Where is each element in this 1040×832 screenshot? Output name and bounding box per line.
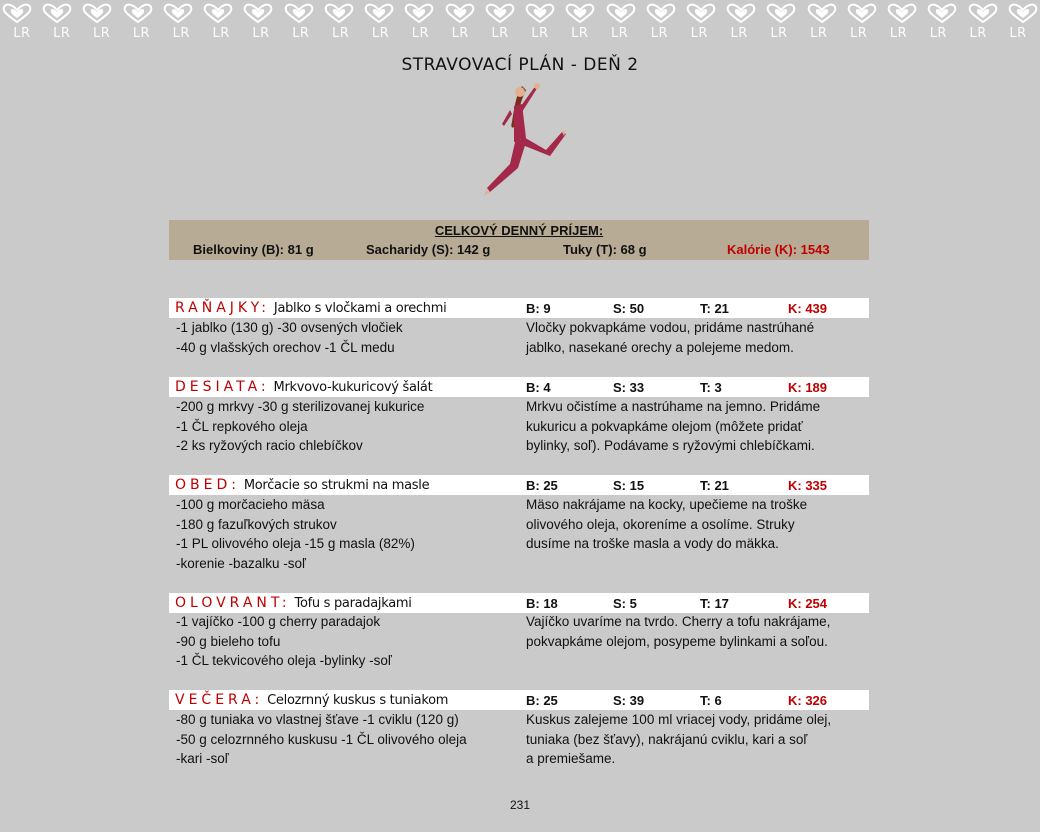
meal-header-breakfast xyxy=(169,298,869,318)
dancer-illustration xyxy=(460,80,580,202)
daily-total-box xyxy=(169,220,869,260)
heart-ornament-icon xyxy=(80,2,114,24)
description-line: Mäso nakrájame na kocky, upečieme na troške xyxy=(526,497,808,512)
heart-ornament-icon xyxy=(966,2,1000,24)
meal-calories: K: 335 xyxy=(788,478,828,493)
lr-logo-icon: LR xyxy=(610,26,629,41)
page-title: STRAVOVACÍ PLÁN - DEŇ 2 xyxy=(401,55,639,75)
heart-ornament-icon xyxy=(1006,2,1040,24)
heart-ornament-icon xyxy=(241,2,275,24)
heart-ornament-icon xyxy=(362,2,396,24)
meal-protein: B: 4 xyxy=(526,380,551,395)
lr-logo-icon: LR xyxy=(531,26,549,41)
daily-total-title: CELKOVÝ DENNÝ PRÍJEM: xyxy=(434,223,604,238)
meal-carbs: S: 50 xyxy=(613,301,645,316)
lr-logo-icon: LR xyxy=(371,26,390,41)
heart-ornament-icon xyxy=(805,2,839,24)
meal-description xyxy=(526,612,871,651)
heart-pattern-row xyxy=(0,2,1040,24)
meal-carbs: S: 33 xyxy=(613,380,645,395)
total-calories: Kalórie (K): 1543 xyxy=(727,242,830,257)
lr-logo-icon: LR xyxy=(889,26,908,41)
lr-logo-icon: LR xyxy=(172,26,190,41)
meal-dish: Tofu s paradajkami xyxy=(294,596,412,611)
ingredient-line: -korenie -bazalku -soľ xyxy=(176,556,306,572)
lr-logo-icon: LR xyxy=(969,26,987,41)
description-line: pokvapkáme olejom, posypeme bylinkami a soľou. xyxy=(526,633,828,649)
page-number: 231 xyxy=(509,798,531,812)
lr-logo-icon: LR xyxy=(770,26,788,41)
description-line: tuniaka (bez šťavy), nakrájanú cviklu, kari a soľ xyxy=(526,731,808,747)
total-protein: Bielkoviny (B): 81 g xyxy=(193,242,314,257)
total-fat: Tuky (T): 68 g xyxy=(563,242,647,257)
ingredient-line: -90 g bieleho tofu xyxy=(176,633,281,649)
meal-fat: T: 21 xyxy=(700,478,729,493)
meal-carbs: S: 15 xyxy=(613,478,645,493)
heart-ornament-icon xyxy=(201,2,235,24)
meal-header-afternoon-snack xyxy=(169,593,869,613)
heart-ornament-icon xyxy=(925,2,959,24)
meal-calories: K: 439 xyxy=(788,301,828,316)
lr-logo-icon: LR xyxy=(13,26,31,41)
meal-header-snack xyxy=(169,377,869,397)
description-line: kukuricu a pokvapkáme olejom (môžete pridať xyxy=(526,418,803,434)
heart-ornament-icon xyxy=(604,2,638,24)
meal-calories: K: 189 xyxy=(788,380,828,395)
meal-header-dinner xyxy=(169,690,869,710)
meal-name: RAŇAJKY: xyxy=(175,300,271,316)
ingredient-line: -40 g vlašských orechov -1 ČL medu xyxy=(176,339,395,355)
heart-ornament-icon xyxy=(0,2,34,24)
meal-ingredients xyxy=(176,318,403,357)
meal-dish: Jablko s vločkami a orechmi xyxy=(273,301,447,316)
meal-name: DESIATA: xyxy=(175,379,270,395)
logo-pattern-row xyxy=(0,26,1040,41)
ingredient-line: -100 g morčacieho mäsa xyxy=(176,497,325,512)
meal-fat: T: 6 xyxy=(700,693,722,708)
meal-protein: B: 9 xyxy=(526,301,551,316)
ingredient-line: -1 ČL tekvicového oleja -bylinky -soľ xyxy=(176,653,392,669)
meal-calories: K: 326 xyxy=(788,693,828,708)
meal-dish: Celozrnný kuskus s tuniakom xyxy=(267,693,449,708)
meal-carbs: S: 5 xyxy=(613,596,637,611)
heart-ornament-icon xyxy=(523,2,557,24)
lr-logo-icon: LR xyxy=(850,26,868,41)
meal-name: OLOVRANT: xyxy=(175,595,291,611)
heart-ornament-icon xyxy=(764,2,798,24)
meal-protein: B: 25 xyxy=(526,478,558,493)
ingredient-line: -80 g tuniaka vo vlastnej šťave -1 cviklu (120 g) xyxy=(176,712,459,727)
heart-ornament-icon xyxy=(724,2,758,24)
lr-logo-icon: LR xyxy=(53,26,71,41)
ingredient-line: -50 g celozrnného kuskusu -1 ČL olivového oleja xyxy=(176,731,467,747)
heart-ornament-icon xyxy=(322,2,356,24)
meal-ingredients xyxy=(176,397,424,456)
ingredient-line: -1 vajíčko -100 g cherry paradajok xyxy=(176,614,381,629)
description-line: olivového oleja, okoreníme a osolíme. Struky xyxy=(526,516,795,532)
lr-logo-icon: LR xyxy=(332,26,350,41)
heart-ornament-icon xyxy=(684,2,718,24)
description-line: Vajíčko uvaríme na tvrdo. Cherry a tofu nakrájame, xyxy=(526,614,831,629)
heart-ornament-icon xyxy=(121,2,155,24)
lr-logo-icon: LR xyxy=(132,26,151,41)
description-line: dusíme na troške masla a vody do mäkka. xyxy=(526,536,779,552)
heart-ornament-icon xyxy=(282,2,316,24)
meal-description xyxy=(526,710,871,769)
ingredient-line: -200 g mrkvy -30 g sterilizovanej kukurice xyxy=(176,399,425,414)
ingredient-line: -1 PL olivového oleja -15 g masla (82%) xyxy=(176,536,415,552)
meal-name: OBED: xyxy=(175,477,240,493)
meal-fat: T: 21 xyxy=(700,301,729,316)
heart-ornament-icon xyxy=(845,2,879,24)
lr-logo-icon: LR xyxy=(650,26,669,41)
lr-logo-icon: LR xyxy=(1009,26,1027,41)
description-line: jablko, nasekané orechy a polejeme medom. xyxy=(526,339,794,355)
ingredient-line: -2 ks ryžových racio chlebíčkov xyxy=(176,438,363,454)
meal-description xyxy=(526,495,871,554)
lr-logo-icon: LR xyxy=(571,26,589,41)
lr-logo-icon: LR xyxy=(292,26,310,41)
meal-ingredients xyxy=(176,612,392,671)
description-line: Vločky pokvapkáme vodou, pridáme nastrúhané xyxy=(526,320,815,335)
meal-calories: K: 254 xyxy=(788,596,828,611)
lr-logo-icon: LR xyxy=(212,26,230,41)
lr-logo-icon: LR xyxy=(451,26,469,41)
meal-description xyxy=(526,318,871,357)
ingredient-line: -kari -soľ xyxy=(176,751,229,767)
meal-header-lunch xyxy=(169,475,869,495)
heart-ornament-icon xyxy=(40,2,74,24)
lr-logo-icon: LR xyxy=(929,26,947,41)
heart-ornament-icon xyxy=(402,2,436,24)
meal-dish: Mrkvovo-kukuricový šalát xyxy=(273,380,433,395)
meal-ingredients xyxy=(176,495,415,574)
lr-logo-icon: LR xyxy=(411,26,429,41)
lr-logo-icon: LR xyxy=(491,26,509,41)
description-line: Kuskus zalejeme 100 ml vriacej vody, pridáme olej, xyxy=(526,712,832,727)
lr-logo-icon: LR xyxy=(730,26,748,41)
lr-logo-icon: LR xyxy=(92,26,111,41)
heart-ornament-icon xyxy=(644,2,678,24)
description-line: a premiešame. xyxy=(526,751,616,767)
description-line: bylinky, soľ). Podávame s ryžovými chlebíčkami. xyxy=(526,438,815,454)
meal-fat: T: 3 xyxy=(700,380,722,395)
ingredient-line: -1 ČL repkového oleja xyxy=(176,418,308,434)
meal-fat: T: 17 xyxy=(700,596,729,611)
heart-ornament-icon xyxy=(563,2,597,24)
meal-name: VEČERA: xyxy=(175,692,264,708)
meal-ingredients xyxy=(176,710,467,769)
meal-protein: B: 18 xyxy=(526,596,558,611)
ingredient-line: -180 g fazuľkových strukov xyxy=(176,516,337,532)
heart-ornament-icon xyxy=(885,2,919,24)
decorative-banner xyxy=(0,0,1040,48)
description-line: Mrkvu očistíme a nastrúhame na jemno. Pridáme xyxy=(526,399,821,414)
meal-carbs: S: 39 xyxy=(613,693,645,708)
total-carbs: Sacharidy (S): 142 g xyxy=(366,242,491,257)
heart-ornament-icon xyxy=(483,2,517,24)
lr-logo-icon: LR xyxy=(252,26,270,41)
meal-description xyxy=(526,397,871,456)
lr-logo-icon: LR xyxy=(690,26,708,41)
heart-ornament-icon xyxy=(443,2,477,24)
lr-logo-icon: LR xyxy=(810,26,828,41)
meal-dish: Morčacie so strukmi na masle xyxy=(243,478,430,493)
ingredient-line: -1 jablko (130 g) -30 ovsených vločiek xyxy=(176,320,403,335)
heart-ornament-icon xyxy=(161,2,195,24)
meal-protein: B: 25 xyxy=(526,693,558,708)
